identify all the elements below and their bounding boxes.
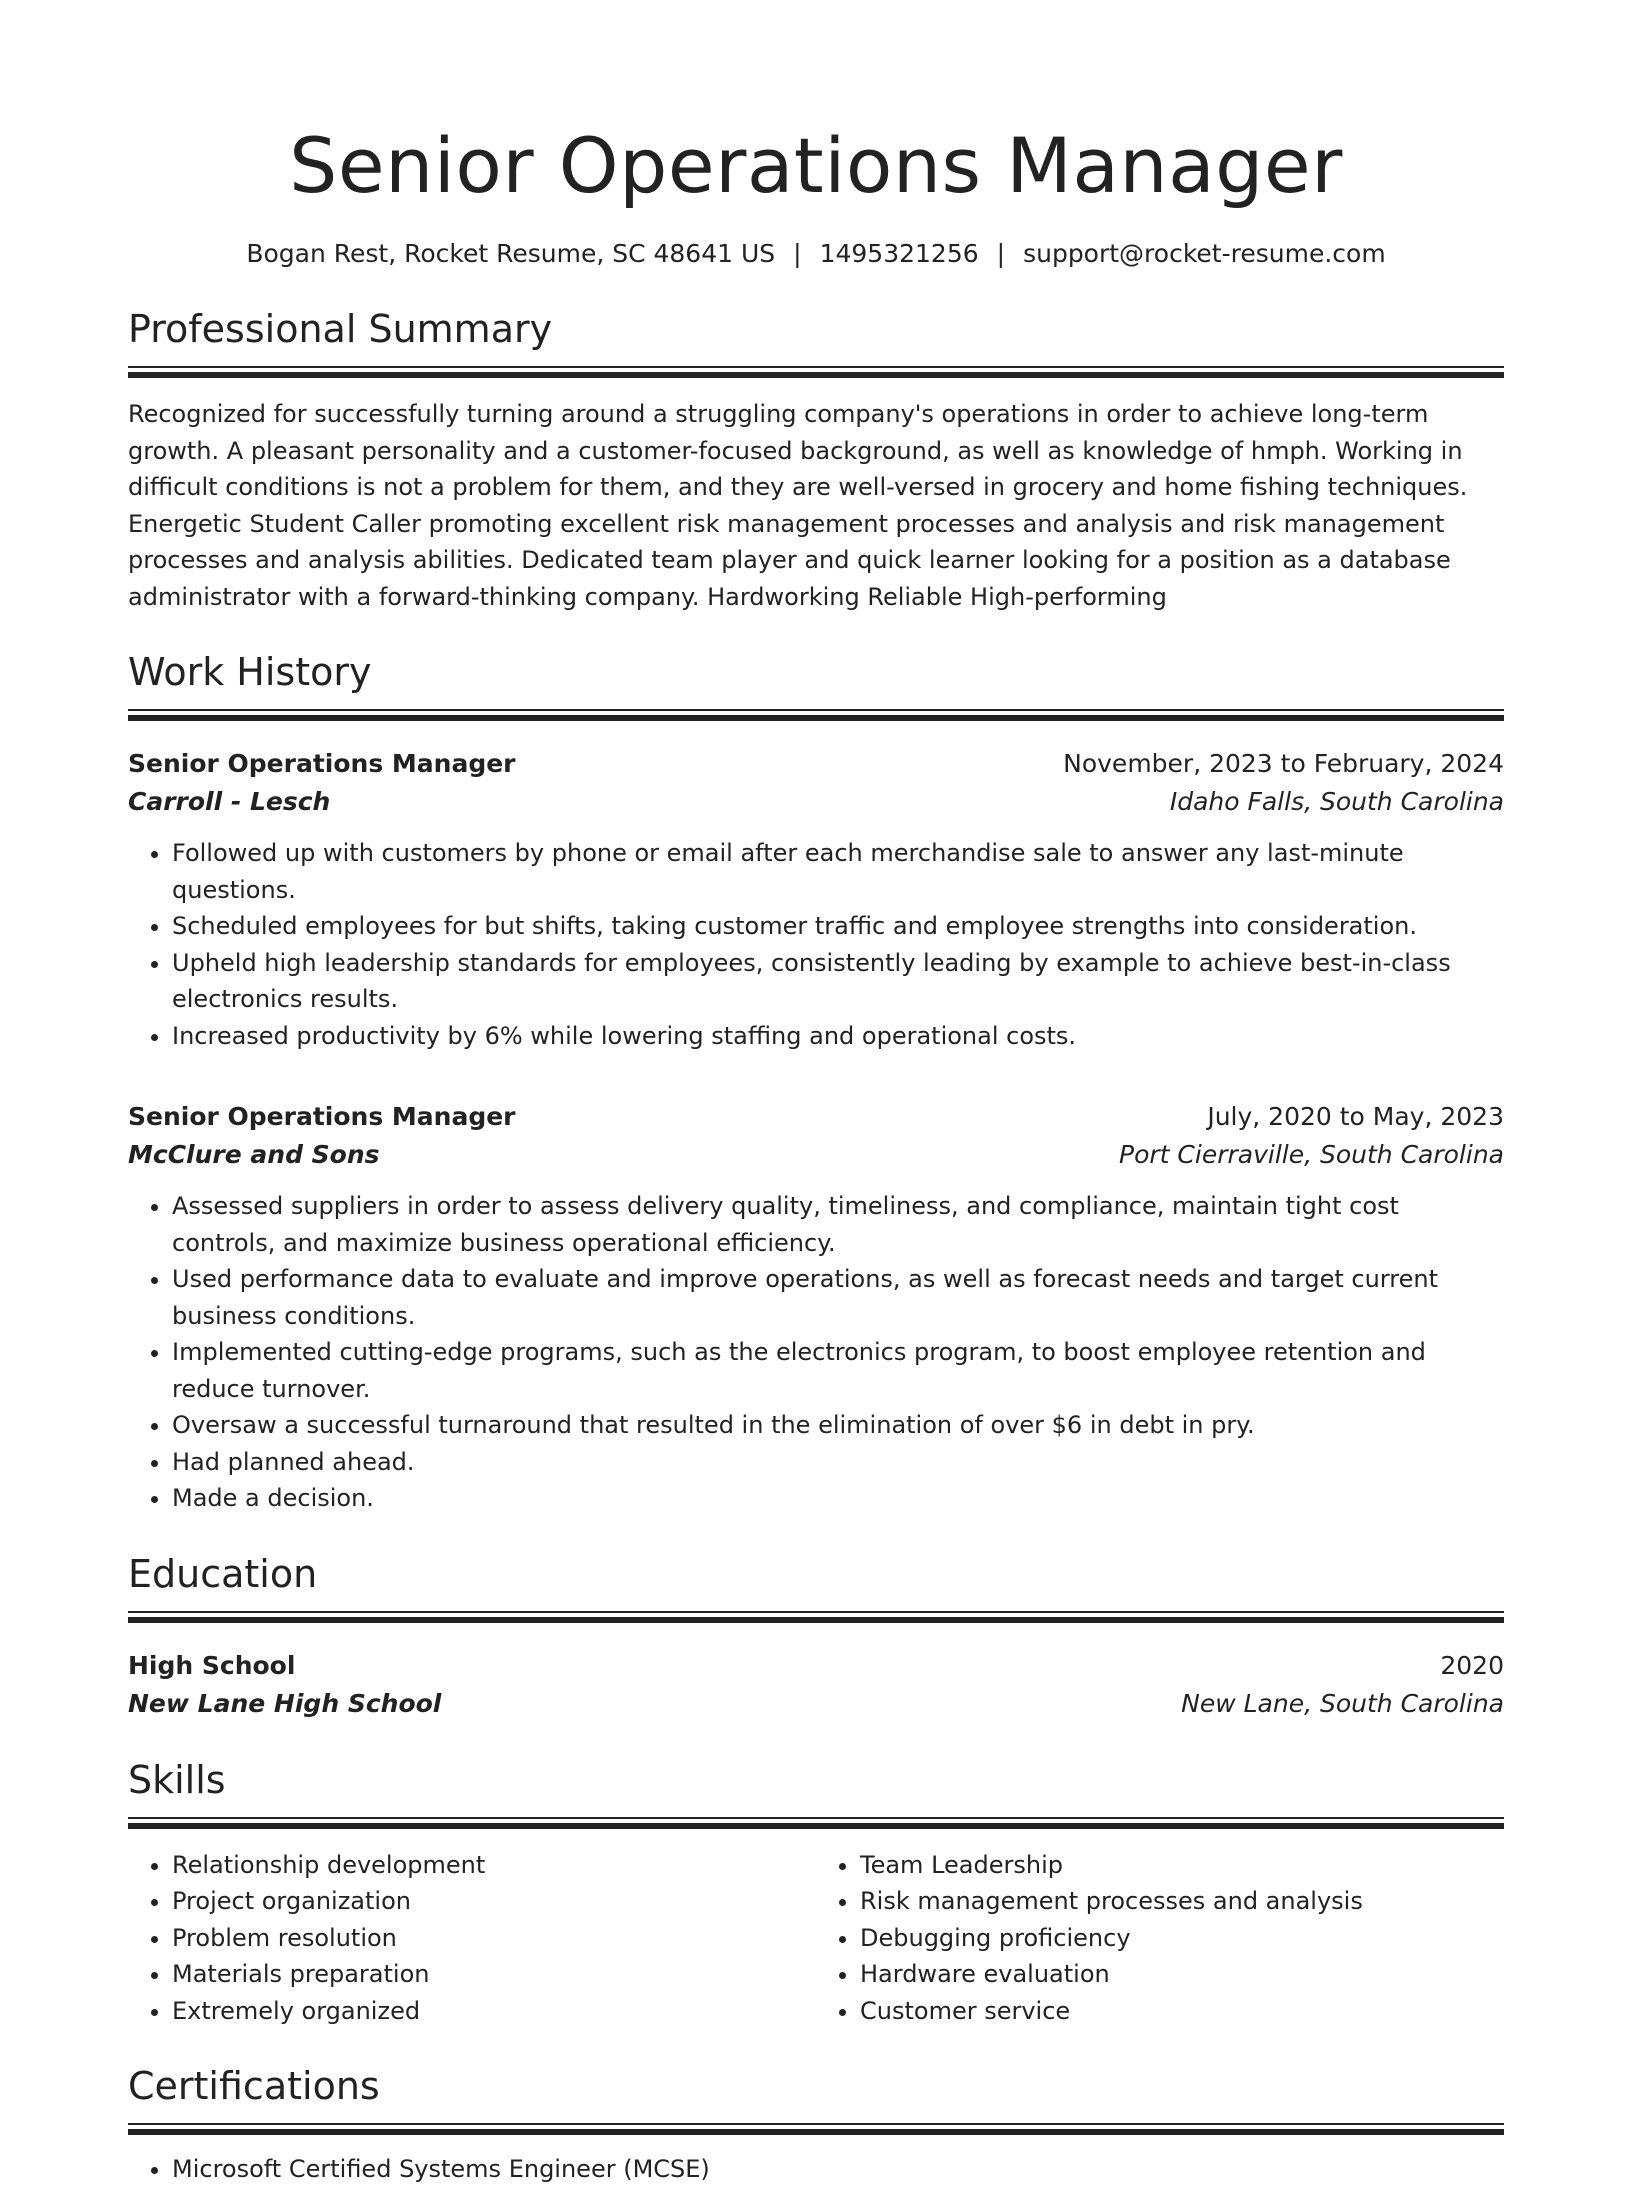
certifications-section [128,2063,1504,2188]
certifications-list [128,2151,1504,2188]
list-item: • Risk management processes and analysis [860,1883,1504,1920]
list-item: • Problem resolution [172,1920,816,1957]
list-item: • Debugging proficiency [860,1920,1504,1957]
list-item: • Upheld high leadership standards for employees, consistently leading by example to achieve best-in-class electronics results. [172,945,1504,1018]
resume-page [128,118,1504,2188]
summary-section [128,306,1504,615]
skills-list-left [128,1847,816,2030]
list-item: • Relationship development [172,1847,816,1884]
job-entry [128,1098,1504,1517]
section-divider [128,1817,1504,1831]
job-location: Port Cierraville, South Carolina [1119,1140,1504,1169]
job-company: McClure and Sons [128,1140,380,1169]
list-item: • Used performance data to evaluate and improve operations, as well as forecast needs and target current business conditions. [172,1261,1504,1334]
contact-email: support@rocket-resume.com [1023,239,1386,268]
section-divider [128,1611,1504,1625]
list-item: • Materials preparation [172,1956,816,1993]
education-year: 2020 [1440,1650,1504,1680]
list-item: • Oversaw a successful turnaround that resulted in the elimination of over $6 in debt in pry. [172,1407,1504,1444]
section-divider [128,709,1504,723]
summary-text: Recognized for successfully turning around a struggling company's operations in order to achieve long-term growth. A pleasant personality and a customer-focused background, as well as knowledge of hmph. Working in difficult conditions is not a problem for them, and they are well-versed in grocery and home fishing techniques. Energetic Student Caller promoting excellent risk management processes and analysis and risk management processes and analysis abilities. Dedicated team player and quick learner looking for a position as a database administrator with a forward-thinking company. Hardworking Reliable High-performing [128,400,1468,611]
job-title: Senior Operations Manager [128,749,516,778]
education-entry [128,1647,1504,1723]
skills-section [128,1757,1504,2030]
job-dates: November, 2023 to February, 2024 [1063,749,1504,778]
job-company: Carroll - Lesch [128,787,331,816]
section-heading: Work History [128,650,372,694]
skills-list-right [816,1847,1504,2030]
skills-columns [128,1847,1504,2030]
list-item: • Extremely organized [172,1993,816,2030]
list-item: • Had planned ahead. [172,1444,1504,1481]
list-item: • Project organization [172,1883,816,1920]
contact-address: Bogan Rest, Rocket Resume, SC 48641 US [246,239,776,268]
contact-phone: 1495321256 [819,239,979,268]
section-divider [128,366,1504,380]
section-heading: Skills [128,1757,226,1802]
list-item: • Implemented cutting-edge programs, such as the electronics program, to boost employee retention and reduce turnover. [172,1334,1504,1407]
list-item: • Increased productivity by 6% while lowering staffing and operational costs. [172,1018,1504,1055]
education-section [128,1551,1504,1723]
section-divider [128,2123,1504,2137]
education-degree: High School [128,1650,296,1680]
job-bullets [128,1188,1504,1517]
contact-separator: | [996,239,1006,268]
contact-separator: | [793,239,802,268]
list-item: • Microsoft Certified Systems Engineer (MCSE) [172,2151,1504,2188]
list-item: • Assessed suppliers in order to assess delivery quality, timeliness, and compliance, maintain tight cost controls, and maximize business operational efficiency. [172,1188,1504,1261]
job-dates: July, 2020 to May, 2023 [1207,1102,1504,1131]
work-history-section [128,649,1504,1517]
job-bullets [128,835,1504,1054]
section-heading: Certifications [128,2064,380,2108]
education-location: New Lane, South Carolina [1181,1688,1504,1718]
job-location: Idaho Falls, South Carolina [1169,787,1504,816]
list-item: • Scheduled employees for but shifts, taking customer traffic and employee strengths into consideration. [172,908,1504,945]
contact-line [128,236,1504,272]
job-title: Senior Operations Manager [128,1102,516,1131]
education-school: New Lane High School [128,1688,442,1718]
section-heading: Education [128,1551,318,1596]
list-item: • Hardware evaluation [860,1956,1504,1993]
list-item: • Made a decision. [172,1480,1504,1517]
list-item: • Followed up with customers by phone or email after each merchandise sale to answer any last-minute questions. [172,835,1504,908]
section-heading: Professional Summary [128,307,553,351]
job-entry [128,745,1504,1054]
list-item: • Customer service [860,1993,1504,2030]
list-item: • Team Leadership [860,1847,1504,1884]
resume-name: Senior Operations Manager [289,121,1343,210]
